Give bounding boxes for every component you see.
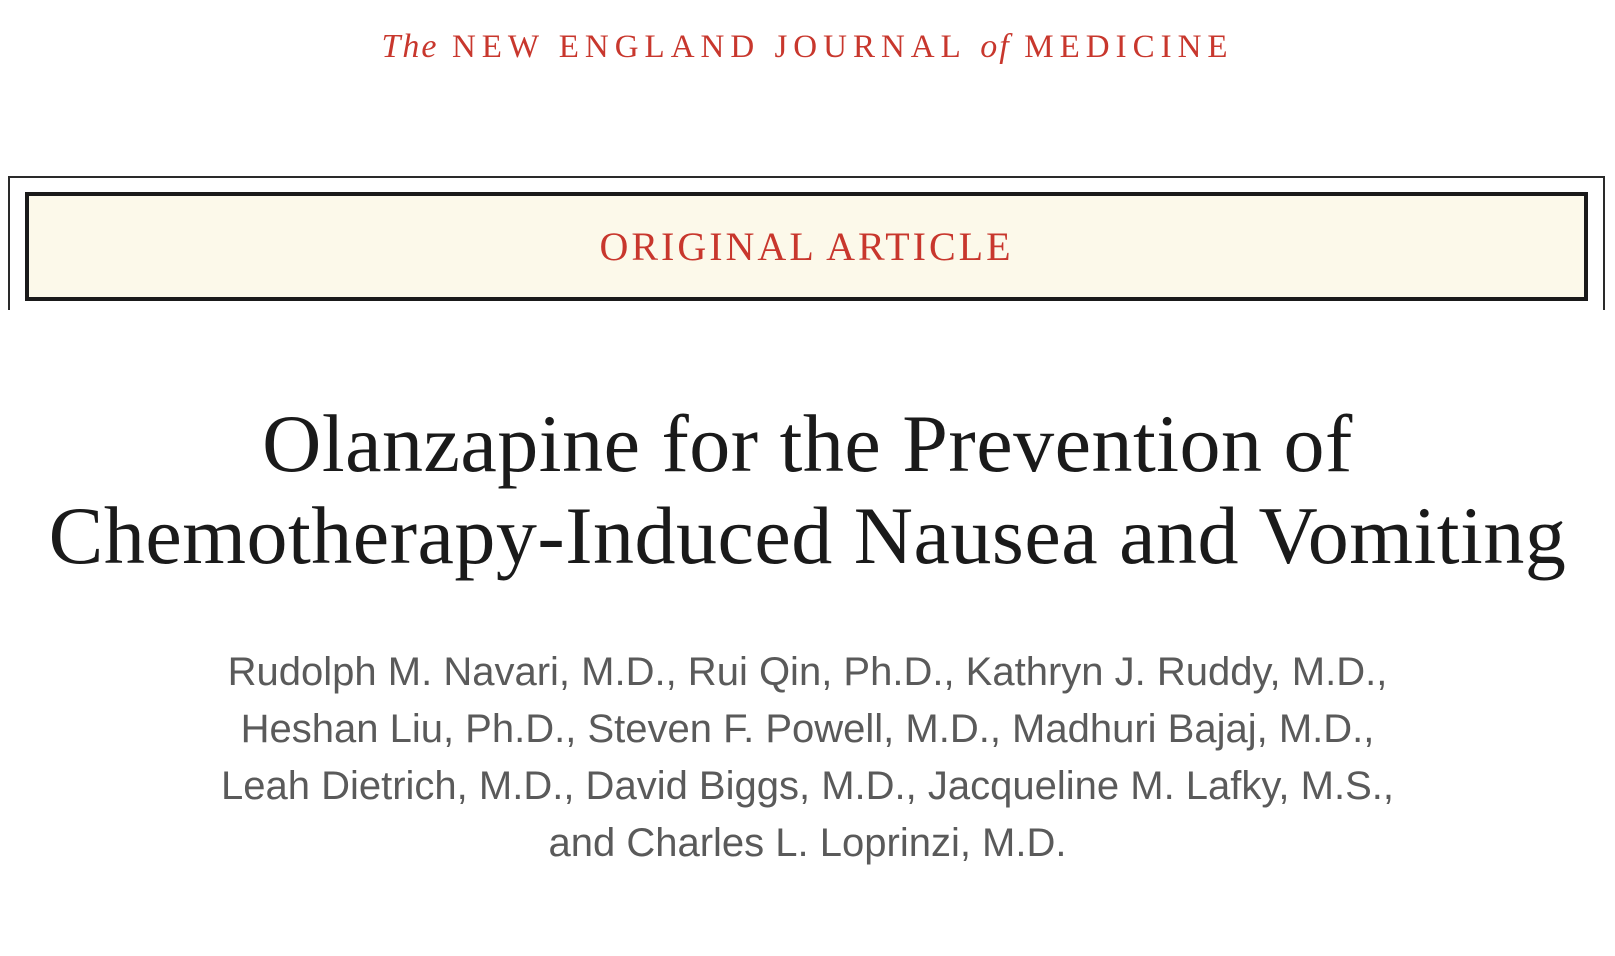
- journal-name-part-2: MEDICINE: [1024, 29, 1234, 65]
- author-line: and Charles L. Loprinzi, M.D.: [548, 821, 1067, 865]
- author-list: [0, 644, 1615, 872]
- journal-masthead: [0, 28, 1615, 66]
- journal-name-part-1: NEW ENGLAND JOURNAL: [451, 29, 967, 65]
- author-line: Rudolph M. Navari, M.D., Rui Qin, Ph.D., Kathryn J. Ruddy, M.D.,: [227, 650, 1388, 694]
- article-title: [0, 398, 1615, 582]
- journal-of: of: [980, 28, 1011, 65]
- title-line: Olanzapine for the Prevention of: [262, 398, 1353, 489]
- section-label: ORIGINAL ARTICLE: [599, 224, 1014, 269]
- author-line: Leah Dietrich, M.D., David Biggs, M.D., Jacqueline M. Lafky, M.S.,: [220, 764, 1394, 808]
- author-line: Heshan Liu, Ph.D., Steven F. Powell, M.D., Madhuri Bajaj, M.D.,: [240, 707, 1375, 751]
- title-line: Chemotherapy-Induced Nausea and Vomiting: [48, 490, 1567, 581]
- journal-the: The: [381, 28, 439, 65]
- section-banner: [25, 192, 1588, 301]
